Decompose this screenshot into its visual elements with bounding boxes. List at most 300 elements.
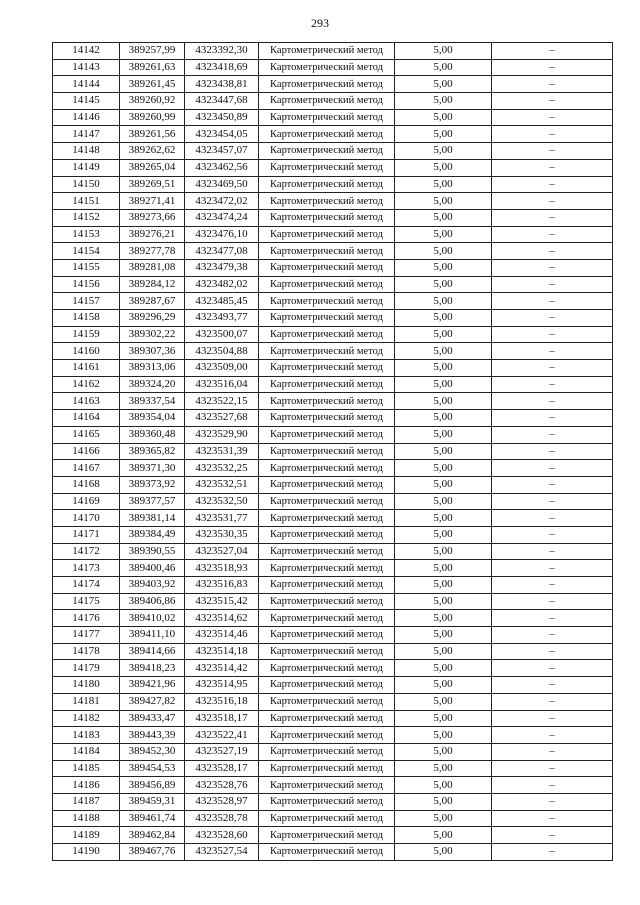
x-coordinate-cell: 389459,31 — [120, 793, 185, 810]
note-cell: – — [492, 276, 613, 293]
accuracy-cell: 5,00 — [395, 677, 492, 694]
note-cell: – — [492, 693, 613, 710]
y-coordinate-cell: 4323527,04 — [185, 543, 259, 560]
method-cell: Картометрический метод — [259, 793, 395, 810]
point-number-cell: 14154 — [53, 243, 120, 260]
method-cell: Картометрический метод — [259, 810, 395, 827]
method-cell: Картометрический метод — [259, 577, 395, 594]
note-cell: – — [492, 343, 613, 360]
y-coordinate-cell: 4323454,05 — [185, 126, 259, 143]
y-coordinate-cell: 4323457,07 — [185, 143, 259, 160]
note-cell: – — [492, 143, 613, 160]
point-number-cell: 14163 — [53, 393, 120, 410]
x-coordinate-cell: 389273,66 — [120, 209, 185, 226]
accuracy-cell: 5,00 — [395, 543, 492, 560]
point-number-cell: 14160 — [53, 343, 120, 360]
x-coordinate-cell: 389365,82 — [120, 443, 185, 460]
point-number-cell: 14143 — [53, 59, 120, 76]
accuracy-cell: 5,00 — [395, 526, 492, 543]
y-coordinate-cell: 4323493,77 — [185, 310, 259, 327]
method-cell: Картометрический метод — [259, 209, 395, 226]
table-row — [53, 143, 613, 160]
note-cell: – — [492, 743, 613, 760]
point-number-cell: 14172 — [53, 543, 120, 560]
note-cell: – — [492, 426, 613, 443]
note-cell: – — [492, 760, 613, 777]
note-cell: – — [492, 677, 613, 694]
x-coordinate-cell: 389411,10 — [120, 627, 185, 644]
note-cell: – — [492, 493, 613, 510]
note-cell: – — [492, 827, 613, 844]
table-row — [53, 226, 613, 243]
y-coordinate-cell: 4323418,69 — [185, 59, 259, 76]
note-cell: – — [492, 310, 613, 327]
note-cell: – — [492, 193, 613, 210]
method-cell: Картометрический метод — [259, 710, 395, 727]
accuracy-cell: 5,00 — [395, 226, 492, 243]
table-row — [53, 727, 613, 744]
y-coordinate-cell: 4323514,18 — [185, 643, 259, 660]
method-cell: Картометрический метод — [259, 827, 395, 844]
y-coordinate-cell: 4323527,19 — [185, 743, 259, 760]
table-row — [53, 426, 613, 443]
method-cell: Картометрический метод — [259, 310, 395, 327]
y-coordinate-cell: 4323532,25 — [185, 460, 259, 477]
y-coordinate-cell: 4323518,17 — [185, 710, 259, 727]
x-coordinate-cell: 389410,02 — [120, 610, 185, 627]
point-number-cell: 14183 — [53, 727, 120, 744]
note-cell: – — [492, 510, 613, 527]
point-number-cell: 14162 — [53, 376, 120, 393]
y-coordinate-cell: 4323438,81 — [185, 76, 259, 93]
x-coordinate-cell: 389462,84 — [120, 827, 185, 844]
accuracy-cell: 5,00 — [395, 476, 492, 493]
x-coordinate-cell: 389276,21 — [120, 226, 185, 243]
point-number-cell: 14144 — [53, 76, 120, 93]
accuracy-cell: 5,00 — [395, 426, 492, 443]
y-coordinate-cell: 4323532,51 — [185, 476, 259, 493]
note-cell: – — [492, 176, 613, 193]
accuracy-cell: 5,00 — [395, 760, 492, 777]
accuracy-cell: 5,00 — [395, 793, 492, 810]
y-coordinate-cell: 4323531,39 — [185, 443, 259, 460]
x-coordinate-cell: 389384,49 — [120, 526, 185, 543]
point-number-cell: 14177 — [53, 627, 120, 644]
method-cell: Картометрический метод — [259, 109, 395, 126]
x-coordinate-cell: 389360,48 — [120, 426, 185, 443]
x-coordinate-cell: 389324,20 — [120, 376, 185, 393]
y-coordinate-cell: 4323528,60 — [185, 827, 259, 844]
method-cell: Картометрический метод — [259, 593, 395, 610]
table-row — [53, 593, 613, 610]
table-row — [53, 526, 613, 543]
method-cell: Картометрический метод — [259, 159, 395, 176]
x-coordinate-cell: 389377,57 — [120, 493, 185, 510]
y-coordinate-cell: 4323500,07 — [185, 326, 259, 343]
point-number-cell: 14174 — [53, 577, 120, 594]
method-cell: Картометрический метод — [259, 677, 395, 694]
y-coordinate-cell: 4323528,17 — [185, 760, 259, 777]
point-number-cell: 14171 — [53, 526, 120, 543]
method-cell: Картометрический метод — [259, 126, 395, 143]
accuracy-cell: 5,00 — [395, 376, 492, 393]
point-number-cell: 14185 — [53, 760, 120, 777]
y-coordinate-cell: 4323514,42 — [185, 660, 259, 677]
point-number-cell: 14180 — [53, 677, 120, 694]
x-coordinate-cell: 389265,04 — [120, 159, 185, 176]
method-cell: Картометрический метод — [259, 43, 395, 60]
note-cell: – — [492, 526, 613, 543]
table-row — [53, 343, 613, 360]
point-number-cell: 14182 — [53, 710, 120, 727]
page-number: 293 — [311, 16, 329, 30]
note-cell: – — [492, 793, 613, 810]
table-row — [53, 126, 613, 143]
table-row — [53, 493, 613, 510]
table-row — [53, 193, 613, 210]
y-coordinate-cell: 4323516,83 — [185, 577, 259, 594]
accuracy-cell: 5,00 — [395, 293, 492, 310]
accuracy-cell: 5,00 — [395, 109, 492, 126]
note-cell: – — [492, 226, 613, 243]
method-cell: Картометрический метод — [259, 560, 395, 577]
x-coordinate-cell: 389281,08 — [120, 259, 185, 276]
x-coordinate-cell: 389257,99 — [120, 43, 185, 60]
accuracy-cell: 5,00 — [395, 643, 492, 660]
note-cell: – — [492, 243, 613, 260]
note-cell: – — [492, 410, 613, 427]
note-cell: – — [492, 443, 613, 460]
table-row — [53, 109, 613, 126]
note-cell: – — [492, 76, 613, 93]
point-number-cell: 14150 — [53, 176, 120, 193]
accuracy-cell: 5,00 — [395, 693, 492, 710]
point-number-cell: 14187 — [53, 793, 120, 810]
point-number-cell: 14175 — [53, 593, 120, 610]
note-cell: – — [492, 543, 613, 560]
method-cell: Картометрический метод — [259, 393, 395, 410]
x-coordinate-cell: 389461,74 — [120, 810, 185, 827]
y-coordinate-cell: 4323514,46 — [185, 627, 259, 644]
accuracy-cell: 5,00 — [395, 827, 492, 844]
point-number-cell: 14190 — [53, 844, 120, 861]
accuracy-cell: 5,00 — [395, 510, 492, 527]
x-coordinate-cell: 389354,04 — [120, 410, 185, 427]
table-row — [53, 643, 613, 660]
note-cell: – — [492, 293, 613, 310]
point-number-cell: 14164 — [53, 410, 120, 427]
note-cell: – — [492, 577, 613, 594]
point-number-cell: 14157 — [53, 293, 120, 310]
x-coordinate-cell: 389307,36 — [120, 343, 185, 360]
point-number-cell: 14159 — [53, 326, 120, 343]
y-coordinate-cell: 4323482,02 — [185, 276, 259, 293]
table-row — [53, 376, 613, 393]
table-body — [53, 43, 613, 861]
accuracy-cell: 5,00 — [395, 126, 492, 143]
accuracy-cell: 5,00 — [395, 259, 492, 276]
accuracy-cell: 5,00 — [395, 143, 492, 160]
method-cell: Картометрический метод — [259, 727, 395, 744]
point-number-cell: 14161 — [53, 360, 120, 377]
accuracy-cell: 5,00 — [395, 460, 492, 477]
x-coordinate-cell: 389269,51 — [120, 176, 185, 193]
x-coordinate-cell: 389433,47 — [120, 710, 185, 727]
point-number-cell: 14170 — [53, 510, 120, 527]
accuracy-cell: 5,00 — [395, 393, 492, 410]
x-coordinate-cell: 389260,92 — [120, 93, 185, 110]
method-cell: Картометрический метод — [259, 410, 395, 427]
accuracy-cell: 5,00 — [395, 276, 492, 293]
point-number-cell: 14148 — [53, 143, 120, 160]
table-row — [53, 827, 613, 844]
method-cell: Картометрический метод — [259, 476, 395, 493]
method-cell: Картометрический метод — [259, 844, 395, 861]
y-coordinate-cell: 4323469,50 — [185, 176, 259, 193]
x-coordinate-cell: 389421,96 — [120, 677, 185, 694]
table-row — [53, 243, 613, 260]
y-coordinate-cell: 4323518,93 — [185, 560, 259, 577]
table-row — [53, 677, 613, 694]
y-coordinate-cell: 4323527,54 — [185, 844, 259, 861]
method-cell: Картометрический метод — [259, 493, 395, 510]
note-cell: – — [492, 643, 613, 660]
method-cell: Картометрический метод — [259, 510, 395, 527]
method-cell: Картометрический метод — [259, 76, 395, 93]
y-coordinate-cell: 4323528,78 — [185, 810, 259, 827]
table-row — [53, 660, 613, 677]
table-row — [53, 159, 613, 176]
y-coordinate-cell: 4323392,30 — [185, 43, 259, 60]
table-row — [53, 310, 613, 327]
note-cell: – — [492, 259, 613, 276]
point-number-cell: 14189 — [53, 827, 120, 844]
method-cell: Картометрический метод — [259, 326, 395, 343]
accuracy-cell: 5,00 — [395, 443, 492, 460]
accuracy-cell: 5,00 — [395, 76, 492, 93]
point-number-cell: 14151 — [53, 193, 120, 210]
note-cell: – — [492, 209, 613, 226]
table-row — [53, 844, 613, 861]
note-cell: – — [492, 326, 613, 343]
y-coordinate-cell: 4323516,18 — [185, 693, 259, 710]
note-cell: – — [492, 844, 613, 861]
y-coordinate-cell: 4323530,35 — [185, 526, 259, 543]
point-number-cell: 14142 — [53, 43, 120, 60]
accuracy-cell: 5,00 — [395, 560, 492, 577]
x-coordinate-cell: 389277,78 — [120, 243, 185, 260]
table-row — [53, 760, 613, 777]
note-cell: – — [492, 627, 613, 644]
note-cell: – — [492, 593, 613, 610]
point-number-cell: 14184 — [53, 743, 120, 760]
accuracy-cell: 5,00 — [395, 777, 492, 794]
y-coordinate-cell: 4323516,04 — [185, 376, 259, 393]
table-row — [53, 259, 613, 276]
table-row — [53, 560, 613, 577]
point-number-cell: 14186 — [53, 777, 120, 794]
table-row — [53, 510, 613, 527]
table-row — [53, 43, 613, 60]
method-cell: Картометрический метод — [259, 59, 395, 76]
x-coordinate-cell: 389403,92 — [120, 577, 185, 594]
note-cell: – — [492, 360, 613, 377]
accuracy-cell: 5,00 — [395, 493, 492, 510]
accuracy-cell: 5,00 — [395, 627, 492, 644]
x-coordinate-cell: 389400,46 — [120, 560, 185, 577]
method-cell: Картометрический метод — [259, 376, 395, 393]
point-number-cell: 14155 — [53, 259, 120, 276]
y-coordinate-cell: 4323472,02 — [185, 193, 259, 210]
note-cell: – — [492, 560, 613, 577]
accuracy-cell: 5,00 — [395, 93, 492, 110]
x-coordinate-cell: 389452,30 — [120, 743, 185, 760]
point-number-cell: 14188 — [53, 810, 120, 827]
table-row — [53, 577, 613, 594]
table-row — [53, 176, 613, 193]
x-coordinate-cell: 389313,06 — [120, 360, 185, 377]
point-number-cell: 14145 — [53, 93, 120, 110]
table-row — [53, 276, 613, 293]
x-coordinate-cell: 389390,55 — [120, 543, 185, 560]
point-number-cell: 14165 — [53, 426, 120, 443]
accuracy-cell: 5,00 — [395, 159, 492, 176]
table-row — [53, 793, 613, 810]
x-coordinate-cell: 389418,23 — [120, 660, 185, 677]
note-cell: – — [492, 93, 613, 110]
table-row — [53, 360, 613, 377]
note-cell: – — [492, 727, 613, 744]
x-coordinate-cell: 389260,99 — [120, 109, 185, 126]
accuracy-cell: 5,00 — [395, 844, 492, 861]
table-row — [53, 460, 613, 477]
method-cell: Картометрический метод — [259, 226, 395, 243]
accuracy-cell: 5,00 — [395, 410, 492, 427]
method-cell: Картометрический метод — [259, 643, 395, 660]
method-cell: Картометрический метод — [259, 610, 395, 627]
method-cell: Картометрический метод — [259, 526, 395, 543]
y-coordinate-cell: 4323532,50 — [185, 493, 259, 510]
y-coordinate-cell: 4323450,89 — [185, 109, 259, 126]
method-cell: Картометрический метод — [259, 443, 395, 460]
x-coordinate-cell: 389427,82 — [120, 693, 185, 710]
accuracy-cell: 5,00 — [395, 209, 492, 226]
method-cell: Картометрический метод — [259, 243, 395, 260]
table-row — [53, 76, 613, 93]
method-cell: Картометрический метод — [259, 760, 395, 777]
note-cell: – — [492, 159, 613, 176]
table-row — [53, 93, 613, 110]
note-cell: – — [492, 43, 613, 60]
table-row — [53, 410, 613, 427]
point-number-cell: 14158 — [53, 310, 120, 327]
point-number-cell: 14168 — [53, 476, 120, 493]
table-row — [53, 209, 613, 226]
accuracy-cell: 5,00 — [395, 593, 492, 610]
method-cell: Картометрический метод — [259, 627, 395, 644]
accuracy-cell: 5,00 — [395, 326, 492, 343]
x-coordinate-cell: 389302,22 — [120, 326, 185, 343]
point-number-cell: 14166 — [53, 443, 120, 460]
method-cell: Картометрический метод — [259, 259, 395, 276]
x-coordinate-cell: 389371,30 — [120, 460, 185, 477]
table-row — [53, 443, 613, 460]
accuracy-cell: 5,00 — [395, 243, 492, 260]
x-coordinate-cell: 389337,54 — [120, 393, 185, 410]
y-coordinate-cell: 4323509,00 — [185, 360, 259, 377]
x-coordinate-cell: 389261,63 — [120, 59, 185, 76]
note-cell: – — [492, 109, 613, 126]
y-coordinate-cell: 4323447,68 — [185, 93, 259, 110]
y-coordinate-cell: 4323479,38 — [185, 259, 259, 276]
note-cell: – — [492, 59, 613, 76]
x-coordinate-cell: 389262,62 — [120, 143, 185, 160]
y-coordinate-cell: 4323474,24 — [185, 209, 259, 226]
table-row — [53, 59, 613, 76]
table-row — [53, 810, 613, 827]
point-number-cell: 14173 — [53, 560, 120, 577]
point-number-cell: 14152 — [53, 209, 120, 226]
point-number-cell: 14178 — [53, 643, 120, 660]
note-cell: – — [492, 810, 613, 827]
accuracy-cell: 5,00 — [395, 577, 492, 594]
method-cell: Картометрический метод — [259, 143, 395, 160]
table-row — [53, 393, 613, 410]
accuracy-cell: 5,00 — [395, 193, 492, 210]
y-coordinate-cell: 4323528,97 — [185, 793, 259, 810]
y-coordinate-cell: 4323522,15 — [185, 393, 259, 410]
table-row — [53, 610, 613, 627]
y-coordinate-cell: 4323528,76 — [185, 777, 259, 794]
table-row — [53, 326, 613, 343]
method-cell: Картометрический метод — [259, 193, 395, 210]
point-number-cell: 14181 — [53, 693, 120, 710]
note-cell: – — [492, 777, 613, 794]
table-row — [53, 777, 613, 794]
point-number-cell: 14176 — [53, 610, 120, 627]
y-coordinate-cell: 4323531,77 — [185, 510, 259, 527]
x-coordinate-cell: 389414,66 — [120, 643, 185, 660]
x-coordinate-cell: 389456,89 — [120, 777, 185, 794]
note-cell: – — [492, 660, 613, 677]
point-number-cell: 14146 — [53, 109, 120, 126]
x-coordinate-cell: 389261,56 — [120, 126, 185, 143]
y-coordinate-cell: 4323514,62 — [185, 610, 259, 627]
method-cell: Картометрический метод — [259, 426, 395, 443]
table-row — [53, 476, 613, 493]
y-coordinate-cell: 4323522,41 — [185, 727, 259, 744]
table-row — [53, 710, 613, 727]
note-cell: – — [492, 460, 613, 477]
accuracy-cell: 5,00 — [395, 710, 492, 727]
y-coordinate-cell: 4323477,08 — [185, 243, 259, 260]
method-cell: Картометрический метод — [259, 293, 395, 310]
x-coordinate-cell: 389261,45 — [120, 76, 185, 93]
table-row — [53, 627, 613, 644]
x-coordinate-cell: 389296,29 — [120, 310, 185, 327]
accuracy-cell: 5,00 — [395, 810, 492, 827]
x-coordinate-cell: 389271,41 — [120, 193, 185, 210]
accuracy-cell: 5,00 — [395, 310, 492, 327]
accuracy-cell: 5,00 — [395, 343, 492, 360]
point-number-cell: 14153 — [53, 226, 120, 243]
x-coordinate-cell: 389287,67 — [120, 293, 185, 310]
x-coordinate-cell: 389467,76 — [120, 844, 185, 861]
accuracy-cell: 5,00 — [395, 43, 492, 60]
accuracy-cell: 5,00 — [395, 743, 492, 760]
y-coordinate-cell: 4323529,90 — [185, 426, 259, 443]
method-cell: Картометрический метод — [259, 543, 395, 560]
